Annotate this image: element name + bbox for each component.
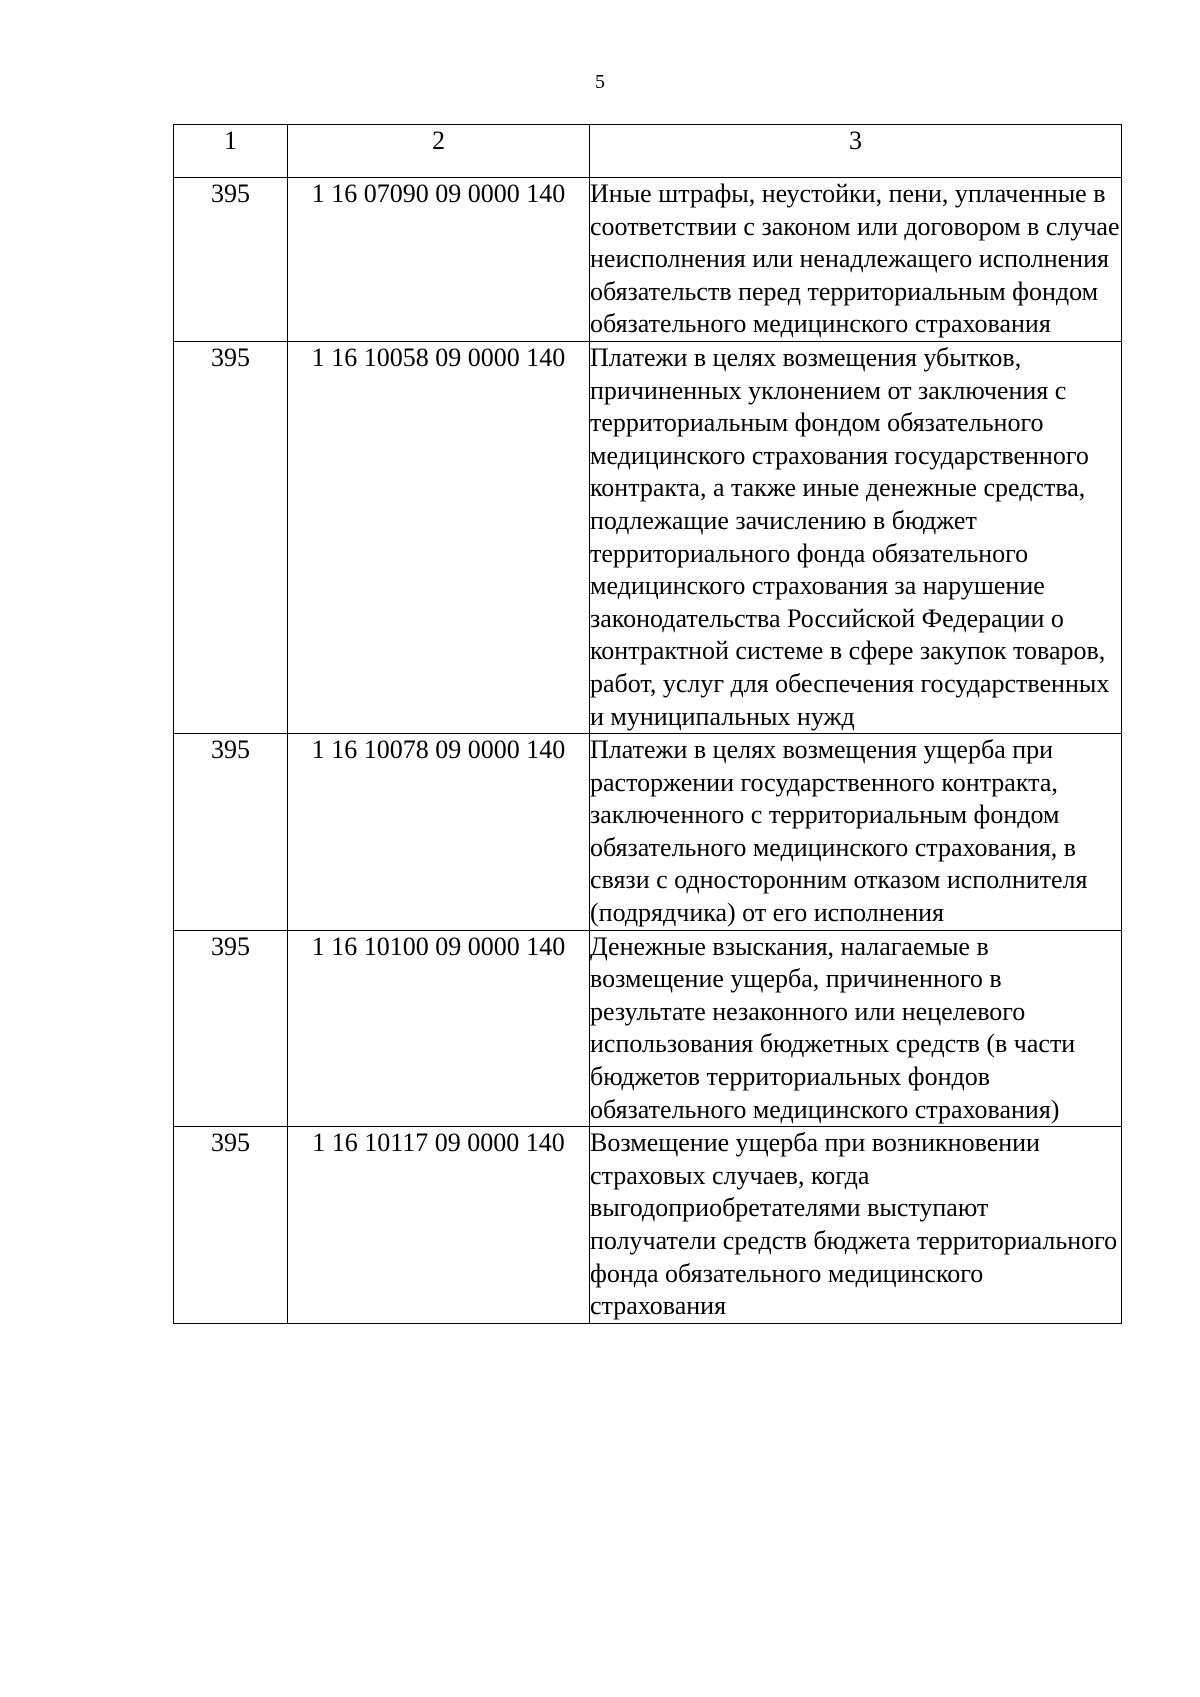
column-header-1: 1	[174, 125, 288, 178]
table-row	[174, 1127, 1122, 1324]
admin-code-cell: 395	[174, 341, 288, 733]
description-cell: Возмещение ущерба при возникновении страховых случаев, когда выгодоприобретателями выступают получатели средств бюджета территориального фонда обязательного медицинского страхования	[590, 1127, 1122, 1324]
table-row	[174, 930, 1122, 1127]
kbk-code-cell: 1 16 10100 09 0000 140	[288, 930, 590, 1127]
admin-code-cell: 395	[174, 734, 288, 931]
kbk-code-cell: 1 16 10078 09 0000 140	[288, 734, 590, 931]
description-cell: Иные штрафы, неустойки, пени, уплаченные в соответствии с законом или договором в случае неисполнения или ненадлежащего исполнения обязательств перед территориальным фондом обязательного медицинского страхования	[590, 178, 1122, 342]
revenue-codes-table	[173, 124, 1122, 1324]
admin-code-cell: 395	[174, 178, 288, 342]
table-header-row	[174, 125, 1122, 178]
description-cell: Платежи в целях возмещения убытков, причиненных уклонением от заключения с территориальным фондом обязательного медицинского страхования государственного контракта, а также иные денежные средства, подлежащие зачислению в бюджет территориального фонда обязательного медицинского страхования за нарушение законодательства Российской Федерации о контрактной системе в сфере закупок товаров, работ, услуг для обеспечения государственных и муниципальных нужд	[590, 341, 1122, 733]
admin-code-cell: 395	[174, 930, 288, 1127]
page-number: 5	[595, 71, 605, 93]
kbk-code-cell: 1 16 07090 09 0000 140	[288, 178, 590, 342]
admin-code-cell: 395	[174, 1127, 288, 1324]
column-header-2: 2	[288, 125, 590, 178]
table-row	[174, 178, 1122, 342]
table-row	[174, 341, 1122, 733]
column-header-3: 3	[590, 125, 1122, 178]
kbk-code-cell: 1 16 10058 09 0000 140	[288, 341, 590, 733]
table-row	[174, 734, 1122, 931]
kbk-code-cell: 1 16 10117 09 0000 140	[288, 1127, 590, 1324]
description-cell: Платежи в целях возмещения ущерба при расторжении государственного контракта, заключенного с территориальным фондом обязательного медицинского страхования, в связи с односторонним отказом исполнителя (подрядчика) от его исполнения	[590, 734, 1122, 931]
description-cell: Денежные взыскания, налагаемые в возмещение ущерба, причиненного в результате незаконного или нецелевого использования бюджетных средств (в части бюджетов территориальных фондов обязательного медицинского страхования)	[590, 930, 1122, 1127]
